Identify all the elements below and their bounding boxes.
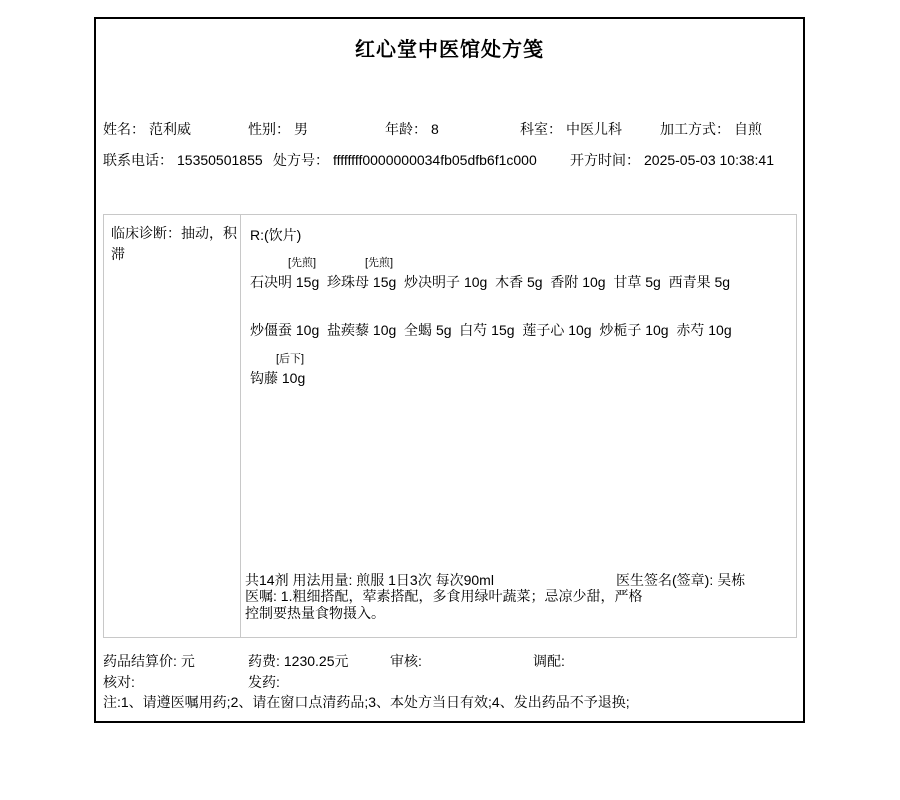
- rx-number-label: 处方号：: [273, 152, 329, 168]
- issue-time-value: 2025-05-03 10:38:41: [644, 152, 774, 168]
- check-label: 核对:: [103, 674, 135, 690]
- patient-age-field: [385, 119, 439, 139]
- prescription-box: [103, 214, 797, 638]
- doctor-signature-value: 吴栋: [717, 572, 746, 588]
- patient-gender-field: [248, 119, 308, 139]
- patient-name-field: [103, 119, 191, 139]
- rx-number-value: ffffffff0000000034fb05dfb6f1c000: [333, 152, 537, 168]
- processing-method-label: 加工方式：: [660, 121, 730, 137]
- department-label: 科室：: [520, 121, 562, 137]
- prepare-field: [533, 651, 569, 671]
- check-field: [103, 672, 139, 692]
- herb-line-3: 钩藤 10g: [250, 370, 306, 386]
- settlement-price-label: 药品结算价:: [103, 653, 177, 669]
- patient-age-value: 8: [431, 121, 439, 137]
- processing-method-value: 自煎: [734, 121, 762, 137]
- settlement-price-field: [103, 651, 195, 671]
- decoct-first-tag-2: [先煎]: [365, 257, 394, 269]
- decoct-first-tag-1: [先煎]: [288, 257, 317, 269]
- phone-field: [103, 150, 263, 170]
- patient-name-value: 范利威: [149, 121, 191, 137]
- department-field: [520, 119, 622, 139]
- issue-time-label: 开方时间：: [570, 152, 640, 168]
- doctor-signature-label: 医生签名(签章):: [616, 572, 714, 588]
- diagnosis-label: 临床诊断：: [111, 225, 181, 241]
- medicine-fee-value: 1230.25元: [283, 653, 349, 669]
- patient-age-label: 年龄：: [385, 121, 427, 137]
- doctor-signature-field: [616, 570, 745, 590]
- herb-line-1: 石决明 15g 珍珠母 15g 炒决明子 10g 木香 5g 香附 10g 甘草 5g 西青果 5g: [250, 274, 731, 290]
- medicine-fee-label: 药费:: [248, 653, 280, 669]
- dosage-usage: 共14剂 用法用量: 煎服 1日3次 每次90ml: [245, 572, 494, 588]
- processing-method-field: [660, 119, 762, 139]
- issue-time-field: [570, 150, 774, 170]
- phone-value: 15350501855: [177, 152, 263, 168]
- footer-note: 注:1、请遵医嘱用药;2、请在窗口点清药品;3、本处方当日有效;4、发出药品不予退换;: [103, 694, 630, 710]
- dispense-field: [248, 672, 284, 692]
- medicine-fee-field: [248, 651, 349, 671]
- prepare-label: 调配:: [533, 653, 565, 669]
- review-field: [390, 651, 426, 671]
- doctor-advice-line-2: 控制要热量食物摄入。: [245, 605, 385, 621]
- herb-line-2: 炒僵蚕 10g 盐蒺藜 10g 全蝎 5g 白芍 15g 莲子心 10g 炒栀子 10g 赤芍 10g: [250, 322, 732, 338]
- add-later-tag: [后下]: [276, 353, 305, 365]
- dispense-label: 发药:: [248, 674, 280, 690]
- doctor-advice-line-1: 医嘱: 1.粗细搭配，荤素搭配，多食用绿叶蔬菜；忌凉少甜，严格: [245, 588, 643, 604]
- page-title: 红心堂中医馆处方笺: [355, 39, 544, 61]
- patient-gender-value: 男: [294, 121, 308, 137]
- department-value: 中医儿科: [566, 121, 622, 137]
- clinical-diagnosis: [104, 215, 241, 637]
- patient-gender-label: 性别：: [248, 121, 290, 137]
- rx-number-field: [273, 150, 537, 170]
- phone-label: 联系电话：: [103, 152, 173, 168]
- diagnosis-value: 抽动，积滞: [111, 225, 237, 262]
- rx-header: R:(饮片): [250, 227, 302, 243]
- review-label: 审核:: [390, 653, 422, 669]
- patient-name-label: 姓名：: [103, 121, 145, 137]
- settlement-price-value: 元: [180, 653, 195, 669]
